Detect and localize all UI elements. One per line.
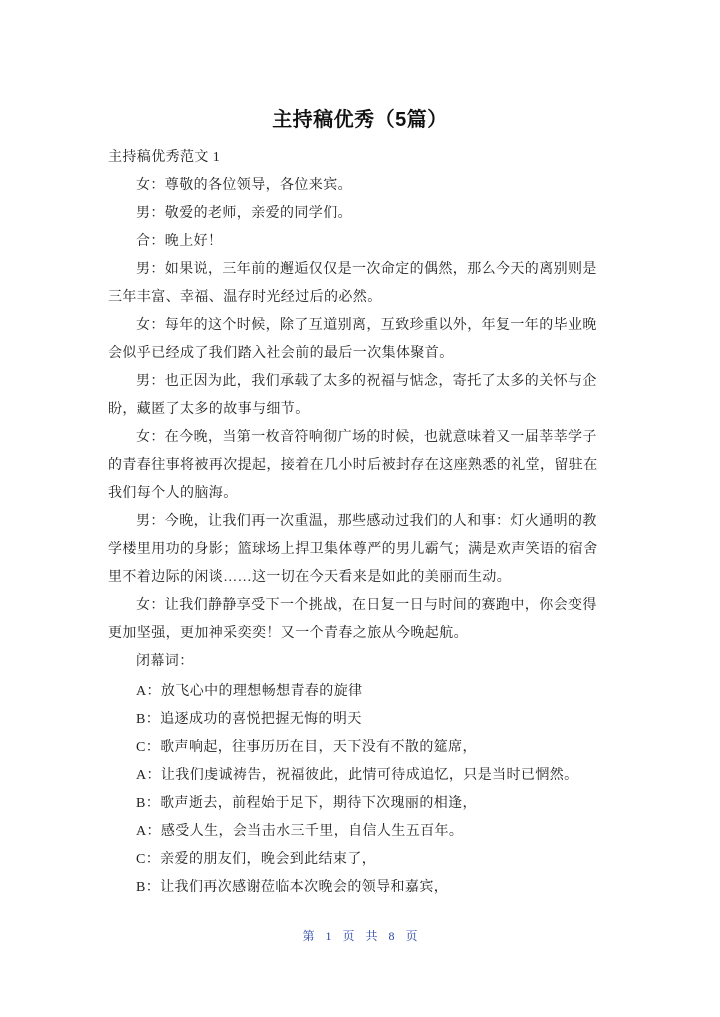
paragraph-line: 合：晚上好！ (136, 234, 223, 249)
document-title: 主持稿优秀（5篇） (272, 109, 448, 131)
paragraph-line: 我们每个人的脑海。 (108, 486, 238, 501)
paragraph-line: 女：每年的这个时候，除了互道别离，互致珍重以外，年复一年的毕业晚 (136, 318, 597, 333)
paragraph-line: 更加坚强，更加神采奕奕！又一个青春之旅从今晚起航。 (108, 626, 468, 641)
paragraph (108, 592, 618, 648)
paragraph-line: 会似乎已经成了我们踏入社会前的最后一次集体聚首。 (108, 346, 454, 361)
paragraph-line: 男：敬爱的老师，亲爱的同学们。 (136, 206, 352, 221)
paragraph-line: 女：让我们静静享受下一个挑战，在日复一日与时间的赛跑中，你会变得 (136, 598, 597, 613)
paragraph (108, 172, 618, 200)
paragraph (108, 312, 618, 368)
document-body (108, 144, 618, 902)
closing-lines (108, 678, 618, 902)
section-heading: 主持稿优秀范文 1 (108, 150, 221, 165)
closing-line: A：放飞心中的理想畅想青春的旋律 (136, 684, 363, 699)
paragraph-line: 的青春往事将被再次提起，接着在几小时后被封存在这座熟悉的礼堂，留驻在 (108, 458, 598, 473)
paragraph (108, 424, 618, 508)
paragraph (108, 368, 618, 424)
paragraph-line: 里不着边际的闲谈……这一切在今天看来是如此的美丽而生动。 (108, 570, 512, 585)
paragraph (108, 200, 618, 228)
closing-heading: 闭幕词： (136, 654, 194, 669)
paragraph-line: 女：在今晚，当第一枚音符响彻广场的时候，也就意味着又一届莘莘学子 (136, 430, 597, 445)
closing-line: C：歌声响起，往事历历在目，天下没有不散的筵席， (136, 740, 477, 755)
paragraph (108, 508, 618, 592)
paragraph-line: 男：也正因为此，我们承载了太多的祝福与惦念，寄托了太多的关怀与企 (136, 374, 597, 389)
closing-line: A：让我们虔诚祷告，祝福彼此，此情可待成追忆，只是当时已惘然。 (136, 768, 579, 783)
paragraph-line: 男：今晚，让我们再一次重温，那些感动过我们的人和事：灯火通明的教 (136, 514, 597, 529)
page-number-footer: 第 1 页 共 8 页 (302, 929, 418, 943)
closing-line: C：亲爱的朋友们，晚会到此结束了， (136, 852, 377, 867)
paragraph-line: 女：尊敬的各位领导，各位来宾。 (136, 178, 352, 193)
paragraph-line: 学楼里用功的身影；篮球场上捍卫集体尊严的男儿霸气；满是欢声笑语的宿舍 (108, 542, 598, 557)
paragraph-line: 男：如果说，三年前的邂逅仅仅是一次命定的偶然，那么今天的离别则是 (136, 262, 597, 277)
closing-line: A：感受人生，会当击水三千里，自信人生五百年。 (136, 824, 464, 839)
paragraph-line: 三年丰富、幸福、温存时光经过后的必然。 (108, 290, 382, 305)
closing-line: B：让我们再次感谢莅临本次晚会的领导和嘉宾， (136, 880, 449, 895)
paragraph-line: 盼，藏匿了太多的故事与细节。 (108, 402, 310, 417)
closing-line: B：歌声逝去，前程始于足下，期待下次瑰丽的相逢， (136, 796, 477, 811)
closing-line: B：追逐成功的喜悦把握无悔的明天 (136, 712, 362, 727)
paragraph (108, 256, 618, 312)
paragraph (108, 228, 618, 256)
